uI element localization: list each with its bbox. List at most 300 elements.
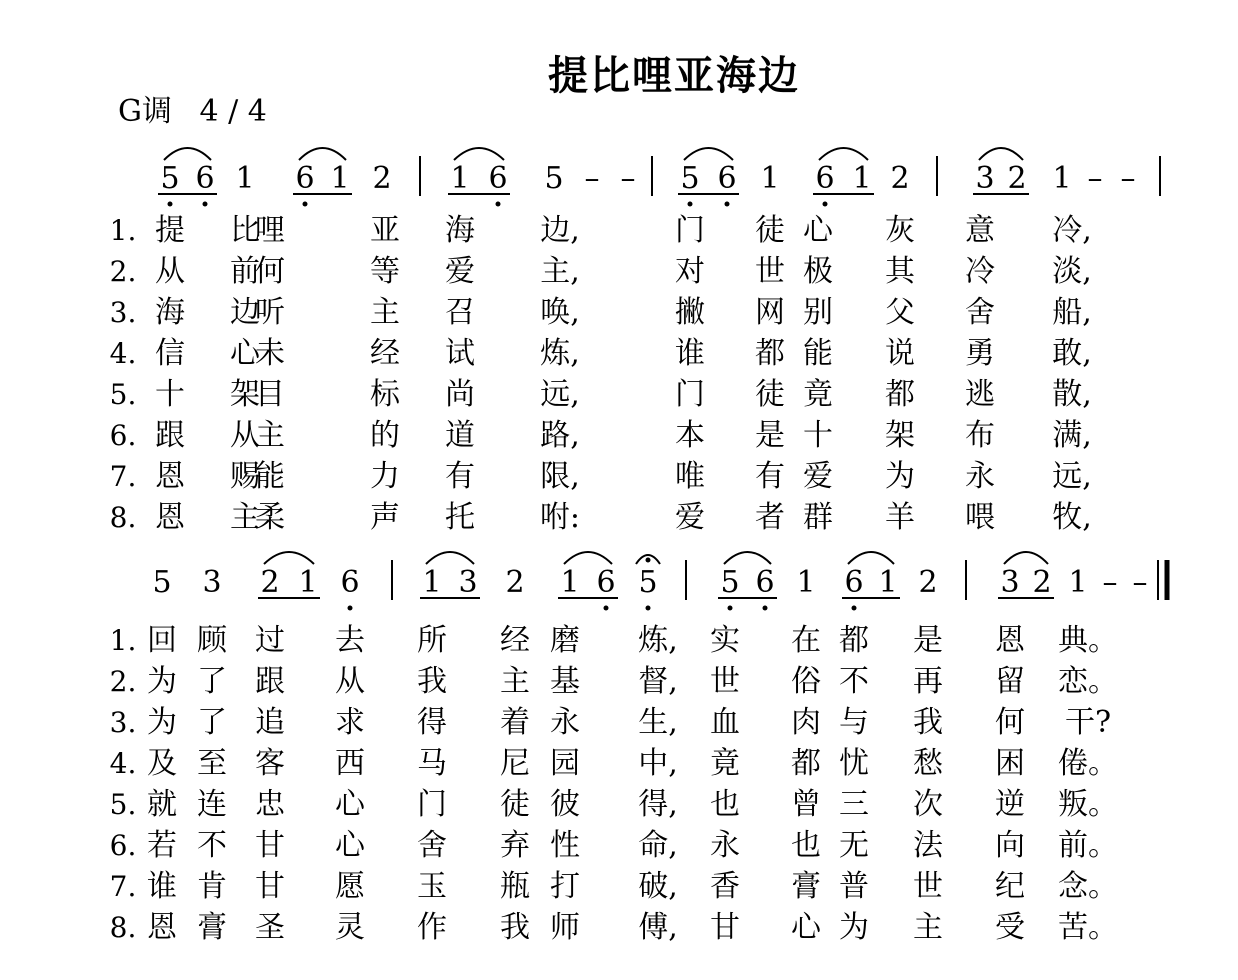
lyric-char: 海: [155, 295, 185, 330]
lyric-char: 信: [155, 336, 185, 371]
lyric-char: 再: [913, 664, 943, 699]
lyric-char: 比: [230, 213, 260, 248]
lyric-char: 托: [445, 500, 475, 535]
dash-note: –: [1102, 565, 1118, 600]
lyric-char: 俗: [791, 664, 821, 699]
lyric-char: 法: [913, 828, 943, 863]
lyric-char: 世: [710, 664, 740, 699]
verse-number: 7.: [109, 870, 137, 903]
lyric-char: 敢,: [1052, 336, 1092, 371]
verse-number: 1.: [109, 214, 137, 247]
lyric-char: 未: [255, 336, 285, 371]
lyric-char: 弃: [500, 828, 530, 863]
lyric-char: 得,: [638, 787, 678, 822]
lyric-char: 马: [417, 746, 447, 781]
lyric-char: 永: [965, 459, 995, 494]
notation-line-1: [158, 148, 1160, 207]
note: 3: [975, 161, 995, 196]
note: 6: [755, 565, 775, 600]
lyric-char: 甘: [255, 869, 285, 904]
lyric-char: 永: [550, 705, 580, 740]
note: 1: [330, 161, 350, 196]
lyric-char: 心: [791, 910, 821, 945]
lyric-char: 冷,: [1052, 213, 1092, 248]
lyric-char: 勇: [965, 336, 995, 371]
lyric-char: 追: [255, 705, 285, 740]
lyric-char: 心: [335, 828, 365, 863]
verse-number: 4.: [109, 337, 137, 370]
lyric-char: 能: [255, 459, 285, 494]
lyric-char: 就: [147, 787, 177, 822]
lyric-char: 着: [500, 705, 530, 740]
slur-arc: [164, 148, 211, 160]
verse-number: 7.: [109, 460, 137, 493]
verse-number: 3.: [109, 706, 137, 739]
lyric-char: 边,: [540, 213, 580, 248]
lyric-char: 爱: [445, 254, 475, 289]
note: 2: [918, 565, 938, 600]
lyric-char: 限,: [540, 459, 580, 494]
lyric-char: 至: [197, 746, 227, 781]
lyric-char: 世: [755, 254, 785, 289]
lyric-char: 能: [803, 336, 833, 371]
lyric-char: 为: [147, 664, 177, 699]
lyric-char: 求: [335, 705, 365, 740]
note: 6: [815, 161, 835, 196]
lyrics-block-1: [110, 213, 1092, 535]
lyric-char: 舍: [965, 295, 995, 330]
lyric-char: 喂: [965, 500, 995, 535]
lyric-char: 打: [550, 869, 580, 904]
note: 6: [340, 565, 360, 600]
lyric-char: 忠: [255, 787, 285, 822]
note: 6: [488, 161, 508, 196]
note: 5: [638, 565, 658, 600]
lyric-char: 顾: [197, 623, 227, 658]
octave-dot: [496, 202, 501, 207]
lyric-char: 愁: [913, 746, 943, 781]
lyric-char: 逃: [965, 377, 995, 412]
lyric-char: 散,: [1052, 377, 1092, 412]
lyric-char: 从: [230, 418, 260, 453]
lyric-char: 曾: [791, 787, 821, 822]
lyric-char: 布: [965, 418, 995, 453]
lyric-char: 召: [445, 295, 475, 330]
octave-dot: [604, 606, 609, 611]
slur-arc: [1004, 552, 1048, 564]
lyric-char: 前: [230, 254, 260, 289]
note: 5: [720, 565, 740, 600]
slur-arc: [684, 148, 733, 160]
lyric-char: 心: [803, 213, 833, 248]
lyric-char: 肉: [791, 705, 821, 740]
lyric-char: 磨: [550, 623, 580, 658]
octave-dot: [646, 606, 651, 611]
lyric-char: 听: [255, 295, 285, 330]
note: 5: [544, 161, 564, 196]
lyric-char: 膏: [197, 910, 227, 945]
time-signature: 4 / 4: [199, 94, 267, 129]
lyric-char: 其: [885, 254, 915, 289]
lyric-char: 标: [370, 377, 400, 412]
slur-arc: [724, 552, 771, 564]
lyric-char: 回: [147, 623, 177, 658]
lyric-char: 意: [965, 213, 995, 248]
lyric-char: 为: [147, 705, 177, 740]
lyric-char: 膏: [791, 869, 821, 904]
lyric-char: 灰: [885, 213, 915, 248]
note: 2: [890, 161, 910, 196]
note: 1: [450, 161, 470, 196]
verse-number: 6.: [109, 419, 137, 452]
note: 6: [295, 161, 315, 196]
octave-dot: [203, 202, 208, 207]
octave-dot: [348, 606, 353, 611]
note: 6: [195, 161, 215, 196]
lyric-char: 谁: [675, 336, 705, 371]
lyric-char: 普: [839, 869, 869, 904]
lyric-char: 实: [710, 623, 740, 658]
lyric-char: 去: [335, 623, 365, 658]
lyric-char: 架: [885, 418, 915, 453]
note: 1: [235, 161, 255, 196]
lyric-char: 恩: [155, 500, 185, 535]
note: 1: [560, 565, 580, 600]
octave-dot: [823, 202, 828, 207]
lyric-char: 香: [710, 869, 740, 904]
lyric-char: 心: [230, 336, 260, 371]
key-label: G调: [118, 94, 172, 129]
lyric-char: 傅,: [638, 910, 678, 945]
note: 1: [298, 565, 318, 600]
lyric-char: 十: [803, 418, 833, 453]
octave-dot: [725, 202, 730, 207]
lyric-char: 十: [155, 377, 185, 412]
note: 2: [260, 565, 280, 600]
lyric-char: 灵: [335, 910, 365, 945]
lyric-char: 对: [675, 254, 705, 289]
lyric-char: 本: [675, 418, 705, 453]
lyric-char: 干?: [1064, 705, 1112, 740]
lyric-char: 若: [147, 828, 177, 863]
lyric-char: 远,: [540, 377, 580, 412]
lyric-char: 是: [913, 623, 943, 658]
lyric-char: 有: [755, 459, 785, 494]
verse-number: 5.: [109, 788, 137, 821]
lyric-char: 主: [500, 664, 530, 699]
lyric-char: 是: [755, 418, 785, 453]
lyric-char: 园: [550, 746, 580, 781]
slur-arc: [264, 552, 314, 564]
verse-number: 1.: [109, 624, 137, 657]
lyric-char: 了: [197, 664, 227, 699]
note: 1: [796, 565, 816, 600]
verse-number: 4.: [109, 747, 137, 780]
dash-note: –: [1087, 161, 1103, 196]
lyric-char: 炼,: [638, 623, 678, 658]
octave-dot: [852, 606, 857, 611]
lyric-char: 玉: [417, 869, 447, 904]
lyric-char: 命,: [638, 828, 678, 863]
note: 3: [202, 565, 222, 600]
lyric-char: 忧: [839, 746, 869, 781]
lyric-char: 在: [791, 623, 821, 658]
slur-arc: [426, 552, 474, 564]
lyric-char: 从: [335, 664, 365, 699]
lyric-char: 生,: [638, 705, 678, 740]
lyric-char: 何: [255, 254, 285, 289]
lyric-char: 连: [197, 787, 227, 822]
dash-note: –: [584, 161, 600, 196]
lyric-char: 竟: [803, 377, 833, 412]
lyric-char: 从: [155, 254, 185, 289]
lyric-char: 作: [417, 910, 447, 945]
lyric-char: 中,: [638, 746, 678, 781]
lyric-char: 唯: [675, 459, 705, 494]
lyric-char: 恩: [995, 623, 1025, 658]
lyric-char: 海: [445, 213, 475, 248]
lyric-char: 柔: [255, 500, 285, 535]
lyric-char: 徒: [755, 377, 785, 412]
lyric-char: 基: [550, 664, 580, 699]
lyric-char: 性: [550, 828, 580, 863]
lyric-char: 也: [791, 828, 821, 863]
lyric-char: 主: [913, 910, 943, 945]
lyric-char: 远,: [1052, 459, 1092, 494]
lyric-char: 冷: [965, 254, 995, 289]
slur-arc: [299, 148, 346, 160]
lyric-char: 血: [710, 705, 740, 740]
slur-arc: [848, 552, 894, 564]
lyric-char: 跟: [255, 664, 285, 699]
lyric-char: 门: [417, 787, 447, 822]
dash-note: –: [620, 161, 636, 196]
lyric-char: 叛。: [1058, 787, 1118, 822]
lyric-char: 淡,: [1052, 254, 1092, 289]
lyric-char: 为: [839, 910, 869, 945]
lyric-char: 架: [230, 377, 260, 412]
lyric-char: 都: [885, 377, 915, 412]
lyric-char: 牧,: [1052, 500, 1092, 535]
note: 1: [422, 565, 442, 600]
lyric-char: 谁: [147, 869, 177, 904]
lyric-char: 肯: [197, 869, 227, 904]
lyric-char: 恩: [155, 459, 185, 494]
note: 5: [160, 161, 180, 196]
lyric-char: 竟: [710, 746, 740, 781]
lyric-char: 舍: [417, 828, 447, 863]
lyric-char: 尼: [500, 746, 530, 781]
lyric-char: 都: [791, 746, 821, 781]
dash-note: –: [1120, 161, 1136, 196]
lyric-char: 门: [675, 377, 705, 412]
lyric-char: 咐:: [539, 500, 581, 535]
lyric-char: 苦。: [1058, 910, 1118, 945]
verse-number: 2.: [109, 665, 137, 698]
lyric-char: 父: [885, 295, 915, 330]
lyric-char: 力: [370, 459, 400, 494]
lyric-char: 我: [417, 664, 447, 699]
lyric-char: 声: [370, 500, 400, 535]
lyric-char: 客: [255, 746, 285, 781]
note: 6: [596, 565, 616, 600]
lyric-char: 试: [445, 336, 475, 371]
lyric-char: 永: [710, 828, 740, 863]
lyric-char: 赐: [230, 459, 260, 494]
note: 3: [458, 565, 478, 600]
verse-number: 2.: [109, 255, 137, 288]
lyric-char: 哩: [255, 213, 285, 248]
lyric-char: 西: [335, 746, 365, 781]
lyric-char: 纪: [995, 869, 1025, 904]
note: 1: [760, 161, 780, 196]
lyric-char: 门: [675, 213, 705, 248]
lyric-char: 甘: [255, 828, 285, 863]
lyric-char: 也: [710, 787, 740, 822]
fermata-dot: [646, 558, 651, 563]
lyric-char: 不: [197, 828, 227, 863]
lyric-char: 提: [155, 213, 185, 248]
lyric-char: 及: [147, 746, 177, 781]
verse-number: 5.: [109, 378, 137, 411]
note: 5: [152, 565, 172, 600]
lyric-char: 所: [417, 623, 447, 658]
verse-number: 3.: [109, 296, 137, 329]
slur-arc: [979, 148, 1023, 160]
lyric-char: 撇: [675, 295, 705, 330]
lyric-char: 都: [839, 623, 869, 658]
lyric-char: 跟: [155, 418, 185, 453]
lyric-char: 世: [913, 869, 943, 904]
lyric-char: 破,: [638, 869, 678, 904]
lyric-char: 满,: [1052, 418, 1092, 453]
note: 2: [1032, 565, 1052, 600]
lyric-char: 群: [803, 500, 833, 535]
lyric-char: 瓶: [500, 869, 530, 904]
lyric-char: 我: [913, 705, 943, 740]
note: 1: [878, 565, 898, 600]
lyric-char: 爱: [675, 500, 705, 535]
lyric-char: 督,: [638, 664, 678, 699]
lyric-char: 经: [370, 336, 400, 371]
note: 5: [680, 161, 700, 196]
lyric-char: 彼: [550, 787, 580, 822]
lyric-char: 向: [995, 828, 1025, 863]
slur-arc: [819, 148, 868, 160]
note: 2: [1007, 161, 1027, 196]
lyric-char: 师: [550, 910, 580, 945]
octave-dot: [688, 202, 693, 207]
lyric-char: 的: [370, 418, 400, 453]
lyric-char: 逆: [995, 787, 1025, 822]
lyric-char: 次: [913, 787, 943, 822]
lyric-char: 恋。: [1058, 664, 1118, 699]
lyric-char: 徒: [755, 213, 785, 248]
lyric-char: 尚: [445, 377, 475, 412]
lyric-char: 过: [255, 623, 285, 658]
verse-number: 6.: [109, 829, 137, 862]
lyric-char: 边: [230, 295, 260, 330]
lyric-char: 为: [885, 459, 915, 494]
note: 2: [505, 565, 525, 600]
octave-dot: [728, 606, 733, 611]
note: 1: [1052, 161, 1072, 196]
lyric-char: 与: [839, 705, 869, 740]
lyric-char: 恩: [147, 910, 177, 945]
notation-line-2: [152, 552, 1167, 611]
slur-arc: [564, 552, 612, 564]
lyric-char: 典。: [1058, 623, 1118, 658]
lyric-char: 极: [803, 254, 833, 289]
lyric-char: 有: [445, 459, 475, 494]
lyric-char: 三: [839, 787, 869, 822]
lyric-char: 何: [995, 705, 1025, 740]
lyric-char: 了: [197, 705, 227, 740]
lyric-char: 愿: [335, 869, 365, 904]
lyric-char: 道: [445, 418, 475, 453]
lyric-char: 爱: [803, 459, 833, 494]
lyric-char: 别: [803, 295, 833, 330]
note: 2: [372, 161, 392, 196]
lyric-char: 甘: [710, 910, 740, 945]
lyric-char: 得: [417, 705, 447, 740]
lyric-char: 困: [995, 746, 1025, 781]
lyric-char: 我: [500, 910, 530, 945]
lyric-char: 等: [370, 254, 400, 289]
verse-number: 8.: [109, 501, 137, 534]
lyric-char: 念。: [1058, 869, 1118, 904]
note: 1: [1068, 565, 1088, 600]
lyric-char: 者: [755, 500, 785, 535]
lyric-char: 船,: [1052, 295, 1092, 330]
octave-dot: [303, 202, 308, 207]
note: 1: [852, 161, 872, 196]
dash-note: –: [1132, 565, 1148, 600]
lyric-char: 不: [839, 664, 869, 699]
slur-arc: [454, 148, 504, 160]
lyric-char: 受: [995, 910, 1025, 945]
lyric-char: 目: [255, 377, 285, 412]
lyric-char: 倦。: [1058, 746, 1118, 781]
lyric-char: 主,: [540, 254, 580, 289]
lyric-char: 经: [500, 623, 530, 658]
lyric-char: 徒: [500, 787, 530, 822]
lyric-char: 亚: [370, 213, 400, 248]
lyric-char: 炼,: [540, 336, 580, 371]
lyric-char: 主: [230, 500, 260, 535]
octave-dot: [168, 202, 173, 207]
lyric-char: 羊: [885, 500, 915, 535]
verse-number: 8.: [109, 911, 137, 944]
lyric-char: 主: [255, 418, 285, 453]
note: 6: [717, 161, 737, 196]
lyric-char: 前。: [1058, 828, 1118, 863]
lyric-char: 路,: [540, 418, 580, 453]
lyric-char: 说: [885, 336, 915, 371]
octave-dot: [763, 606, 768, 611]
lyric-char: 留: [995, 664, 1025, 699]
note: 6: [844, 565, 864, 600]
lyric-char: 网: [755, 295, 785, 330]
lyric-char: 唤,: [540, 295, 580, 330]
lyric-char: 都: [755, 336, 785, 371]
song-title: 提比哩亚海边: [548, 53, 800, 99]
lyric-char: 心: [335, 787, 365, 822]
note: 3: [1000, 565, 1020, 600]
lyric-char: 主: [370, 295, 400, 330]
lyric-char: 无: [839, 828, 869, 863]
lyric-char: 圣: [255, 910, 285, 945]
